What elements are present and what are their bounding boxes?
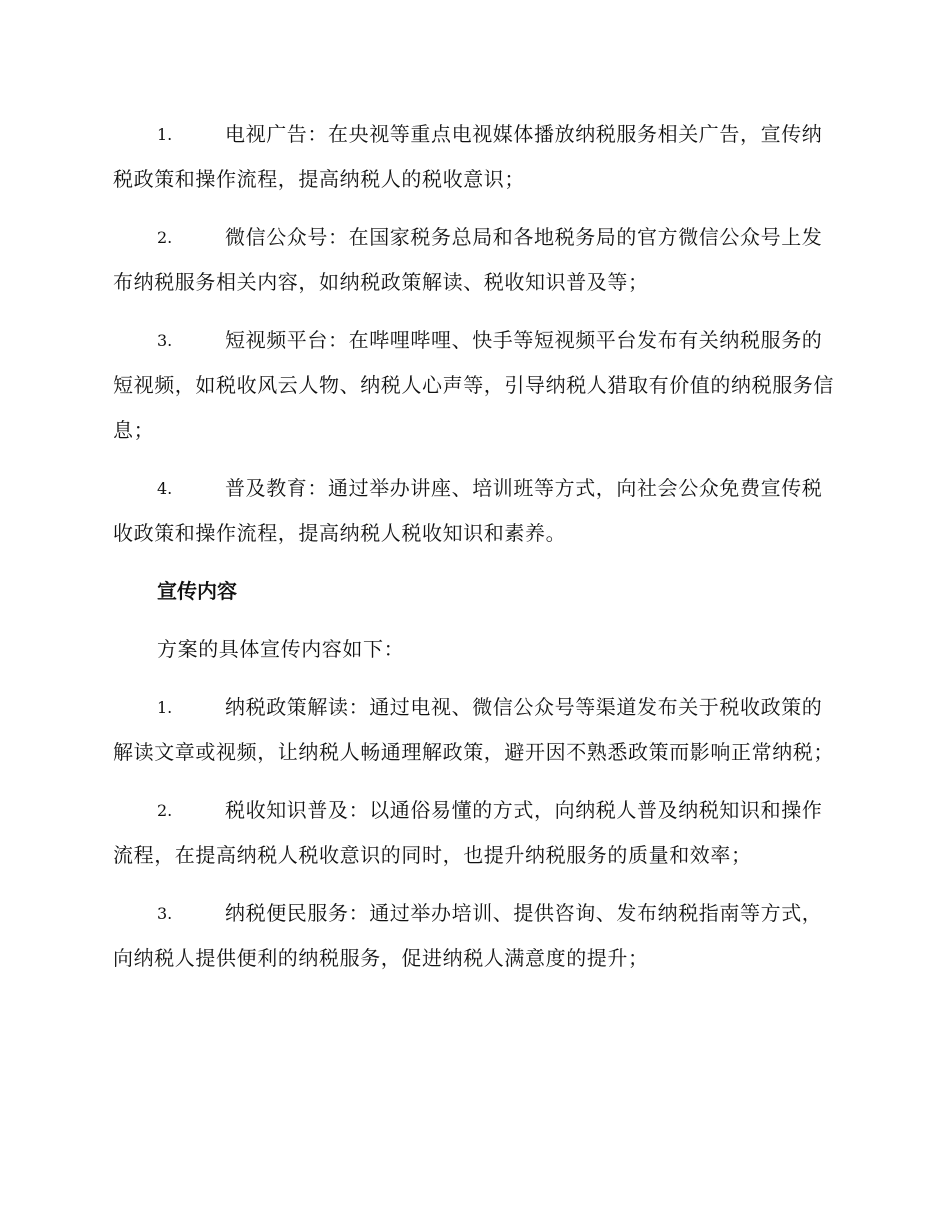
list-item <box>113 685 834 775</box>
list-item-number: 2. <box>157 801 173 820</box>
list-item-text: 电视广告：在央视等重点电视媒体播放纳税服务相关广告，宣传纳税政策和操作流程，提高纳税人的税收意识； <box>113 122 823 191</box>
list-item-text: 纳税便民服务：通过举办培训、提供咨询、发布纳税指南等方式，向纳税人提供便利的纳税服务，促进纳税人满意度的提升； <box>113 901 823 970</box>
list-item <box>113 788 834 878</box>
list-item-number: 3. <box>157 904 173 923</box>
list-item-text: 纳税政策解读：通过电视、微信公众号等渠道发布关于税收政策的解读文章或视频，让纳税人畅通理解政策，避开因不熟悉政策而影响正常纳税； <box>113 695 834 764</box>
list-item-number: 1. <box>157 125 173 144</box>
list-item <box>113 215 834 305</box>
list-item-text: 短视频平台：在哔哩哔哩、快手等短视频平台发布有关纳税服务的短视频，如税收风云人物、纳税人心声等，引导纳税人猎取有价值的纳税服务信息； <box>113 328 834 442</box>
section-heading: 宣传内容 <box>157 579 237 603</box>
list-item-number: 4. <box>157 479 173 498</box>
list-item <box>113 466 834 556</box>
list-item <box>113 112 834 202</box>
list-item-text: 微信公众号：在国家税务总局和各地税务局的官方微信公众号上发布纳税服务相关内容，如纳税政策解读、税收知识普及等； <box>113 225 823 294</box>
list-item-text: 普及教育：通过举办讲座、培训班等方式，向社会公众免费宣传税收政策和操作流程，提高纳税人税收知识和素养。 <box>113 476 823 545</box>
list-item-number: 3. <box>157 331 173 350</box>
list-item-text: 税收知识普及：以通俗易懂的方式，向纳税人普及纳税知识和操作流程，在提高纳税人税收意识的同时，也提升纳税服务的质量和效率； <box>113 798 823 867</box>
list-item <box>113 318 834 453</box>
list-item-number: 1. <box>157 698 173 717</box>
list-item-number: 2. <box>157 228 173 247</box>
list-item <box>113 891 834 981</box>
section-intro: 方案的具体宣传内容如下： <box>157 637 405 661</box>
